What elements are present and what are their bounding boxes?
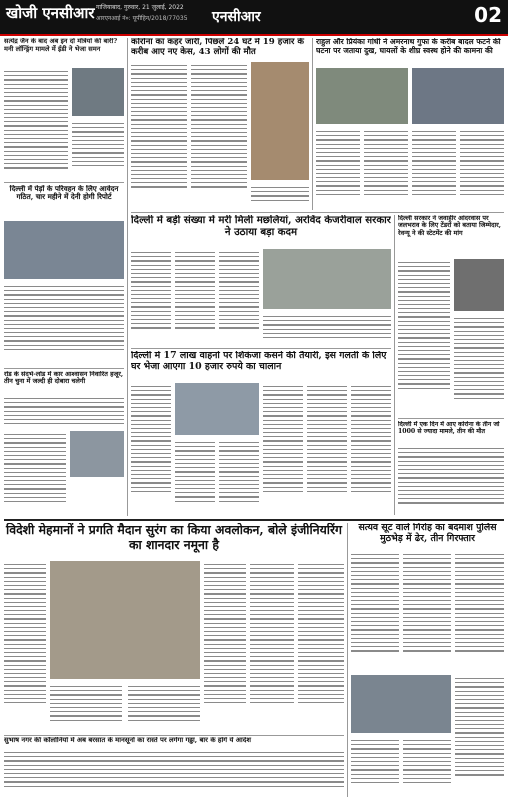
- story-10: [4, 523, 344, 733]
- story-4-text: [4, 283, 124, 363]
- story-1-text: [4, 68, 68, 176]
- story-8-photo: [175, 383, 259, 435]
- story-5-text-2: [175, 249, 215, 343]
- divider: [398, 418, 504, 419]
- story-5-photo: [263, 249, 391, 309]
- story-8-text-3: [219, 439, 259, 515]
- story-10-text: [4, 561, 46, 731]
- story-2-text-3: [251, 184, 309, 208]
- story-8-text-6: [351, 383, 391, 515]
- story-6-photo: [454, 259, 504, 311]
- story-9: [398, 421, 504, 517]
- page-number: 02: [474, 3, 502, 27]
- story-11-headline: सत्यव सूट वाले गिरोह का बदमाश पुलिस मुठभेड़ में ढेर, तीन गिरफ्तार: [358, 523, 497, 544]
- brand-name: खोजी एनसीआर: [6, 4, 95, 22]
- story-12-text: [4, 749, 344, 795]
- divider: [131, 348, 391, 349]
- story-7-text-2: [4, 431, 66, 515]
- story-10-text-4: [204, 561, 246, 731]
- story-1-photo: [72, 68, 124, 116]
- story-2-headline: कोरोना का कहर जारी, पिछले 24 घंटे में 19 हजार के करीब आए नए केस, 43 लोगों की मौत: [131, 38, 305, 57]
- section-rule: [4, 519, 504, 521]
- column-divider: [347, 523, 348, 797]
- story-8-text-5: [307, 383, 347, 515]
- story-7-headline: रोड के संदर्भ-लोड में कार आश्वासन निवारित हजूर, तीन चुना में जल्दी ही दोबारा चलेगी: [4, 371, 124, 386]
- story-7-text: [4, 395, 124, 429]
- story-3-headline: राहुल और प्रियंका गांधी ने अमरनाथ गुफा के करीब बादल फटने की घटना पर जताया दुख, घायलों के शीघ्र स्वस्थ होने की कामना की: [316, 38, 501, 55]
- story-2-text-2: [191, 62, 247, 208]
- story-8-text: [131, 383, 171, 515]
- registration-line: आरएनआई नं०: यूपीहिन/2018/77035: [96, 15, 188, 22]
- story-1: [4, 38, 124, 178]
- column-divider: [127, 38, 128, 516]
- masthead-rule: [0, 34, 508, 36]
- story-5-text: [131, 249, 171, 343]
- story-4-headline: दिल्ली में पेड़ों के परिवहन के लिए आवेदन गठित, चार महीने में देनी होगी रिपोर्ट: [9, 185, 119, 202]
- story-5-text-4: [263, 313, 391, 343]
- story-3-text-2: [364, 128, 408, 208]
- story-10-text-3: [128, 683, 200, 731]
- story-12-headline: सुभाष नगर की कॉलोनियों में अब बरसात के मानसूनों का रास्ते पर लगेगा गढ्ढा, बार के होंगे ये आदेश: [4, 737, 251, 744]
- story-10-text-5: [250, 561, 294, 731]
- story-11-text-4: [351, 737, 399, 795]
- story-3-photo-1: [316, 68, 408, 124]
- story-7: [4, 371, 124, 516]
- story-10-photo: [50, 561, 200, 679]
- story-2-photo: [251, 62, 309, 180]
- story-8: [131, 351, 391, 517]
- story-11-text: [351, 551, 399, 671]
- column-divider: [394, 215, 395, 515]
- story-8-text-2: [175, 439, 215, 515]
- story-3: [316, 38, 504, 210]
- divider: [131, 212, 504, 213]
- date-line: गाजियाबाद, गुरुवार, 21 जुलाई, 2022: [96, 4, 184, 11]
- story-1-text-2: [72, 120, 124, 176]
- masthead: [0, 0, 508, 34]
- divider: [4, 368, 124, 369]
- story-10-text-2: [50, 683, 122, 731]
- story-5-text-3: [219, 249, 259, 343]
- story-6-text: [398, 259, 450, 415]
- story-11-photo: [351, 675, 451, 733]
- story-10-headline: विदेशी मेहमानों ने प्रगति मैदान सुरंग का किया अवलोकन, बोले इंजीनियरिंग का शानदार नमूना है: [5, 523, 343, 552]
- story-4: [4, 185, 124, 365]
- story-2: [131, 38, 309, 210]
- story-6-headline: दिल्ली सरकार ने जवाहीर आंदरवास पर जलभराव के लिए टेंडरों को बताया जिम्मेदार, रेवन्यू ने की स्टेटमेंट की मांग: [398, 215, 501, 237]
- story-8-text-4: [263, 383, 303, 515]
- story-2-text: [131, 62, 187, 208]
- story-4-photo: [4, 221, 124, 279]
- story-11-text-3: [455, 551, 504, 671]
- story-3-text: [316, 128, 360, 208]
- story-12: [4, 737, 344, 797]
- story-9-text: [398, 445, 504, 515]
- story-11: [351, 523, 504, 797]
- story-3-text-4: [460, 128, 504, 208]
- story-10-text-6: [298, 561, 344, 731]
- divider: [4, 182, 124, 183]
- story-7-photo: [70, 431, 124, 477]
- story-3-text-3: [412, 128, 456, 208]
- story-5-headline: दिल्ली में बड़ी संख्या में मरी मिली मछलियां, अरविंद केजरीवाल सरकार ने उठाया बड़ा कदम: [131, 215, 391, 238]
- story-6-text-2: [454, 315, 504, 415]
- story-8-headline: दिल्ली में 17 लाख वाहनों पर शिकंजा कसने की तैयारी, इस गलती के लिए घर भेजा आएगा 10 हजार रुपये का चालान: [131, 351, 387, 372]
- section-name: एनसीआर: [212, 9, 261, 25]
- story-11-text-6: [455, 675, 504, 795]
- divider: [4, 735, 344, 736]
- story-6: [398, 215, 504, 415]
- story-9-headline: दिल्ली में एक दिन में आए कोरोना के तीन जो 1000 से ज्यादा मामले, तीन की मौत: [398, 421, 500, 436]
- story-11-text-5: [403, 737, 451, 795]
- column-divider: [312, 38, 313, 210]
- story-5: [131, 215, 391, 345]
- story-11-text-2: [403, 551, 451, 671]
- story-3-photo-2: [412, 68, 504, 124]
- story-1-headline: सत्येंद्र जैन के बाद अब इन दो मंत्रियों की बारी? मनी लॉन्ड्रिंग मामले में ईडी ने भेजा समन: [4, 38, 118, 53]
